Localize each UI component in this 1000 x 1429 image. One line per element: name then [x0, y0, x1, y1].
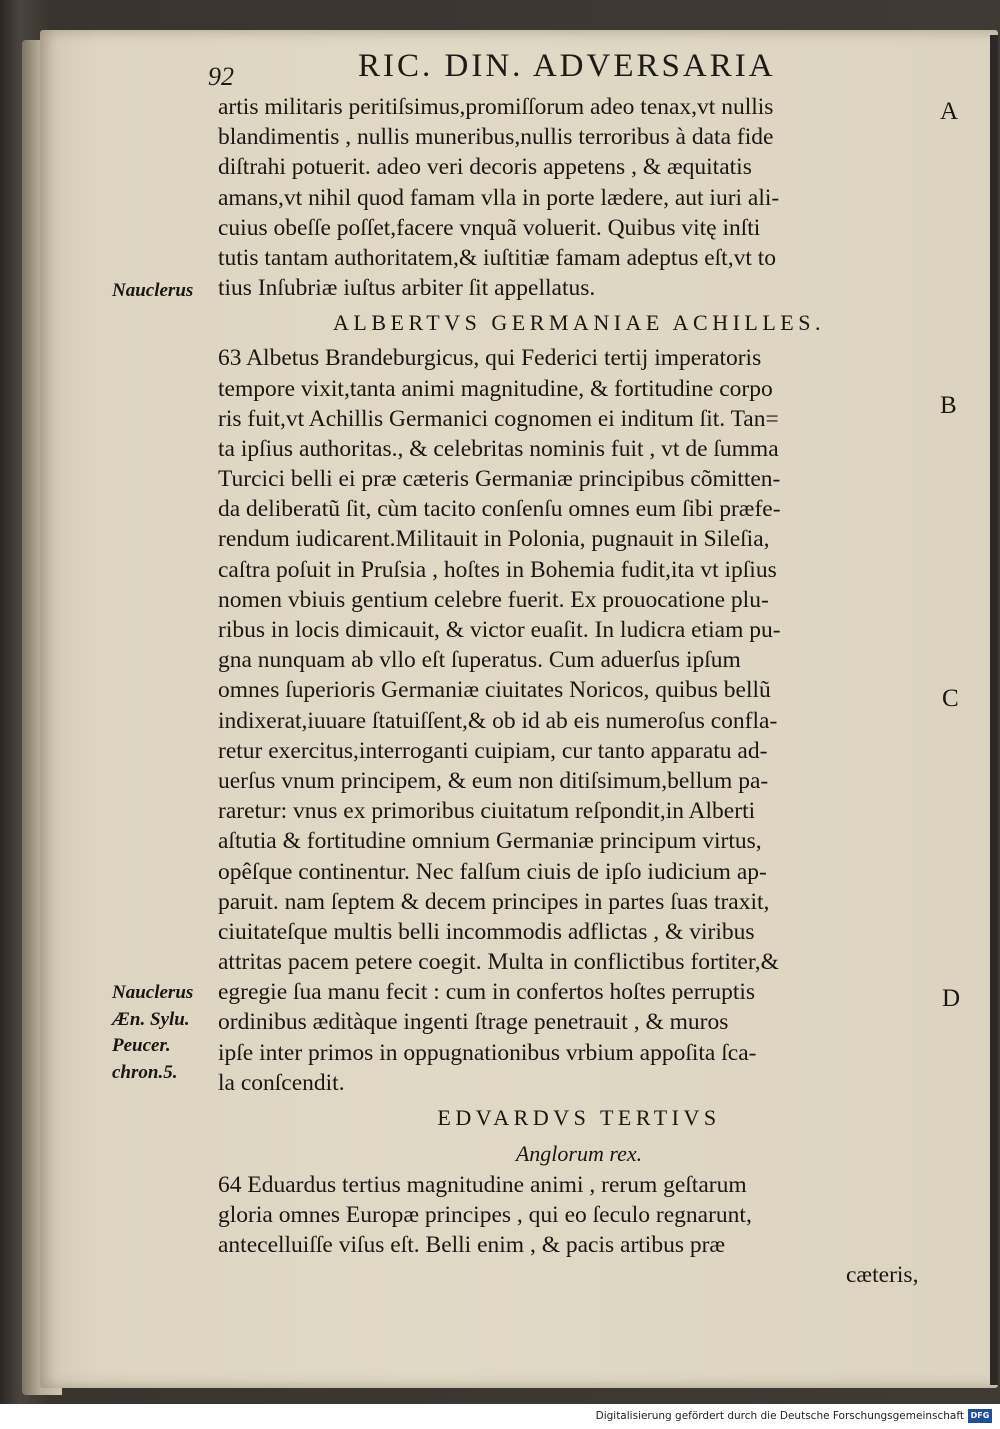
main-text — [218, 92, 940, 1261]
text-line: 64 Eduardus tertius magnitudine animi , rerum geſtarum — [218, 1172, 747, 1198]
margin-letter: C — [942, 685, 959, 712]
text-line: cuius obeſſe poſſet,facere vnquã voluerit. Quibus vitę inſti — [218, 214, 761, 241]
text-line: aſtutia & fortitudine omnium Germaniæ principum virtus, — [218, 828, 762, 855]
text-line: Turcici belli ei præ cæteris Germaniæ principibus cõmitten- — [218, 466, 781, 493]
text-line: paruit. nam ſeptem & decem principes in partes ſuas traxit, — [218, 888, 770, 915]
marginal-note-line: chron.5. — [112, 1061, 178, 1083]
text-line: diſtrahi potuerit. adeo veri decoris appetens , & æquitatis — [218, 154, 752, 181]
section-subheading: Anglorum rex. — [515, 1141, 643, 1166]
text-line: caſtra poſuit in Pruſsia , hoſtes in Bohemia fudit,ita vt ipſius — [218, 556, 777, 583]
text-line: blandimentis , nullis muneribus,nullis terroribus à data fide — [218, 124, 774, 151]
scan-edge — [990, 35, 998, 1385]
text-line: tempore vixit,tanta animi magnitudine, & fortitudine corpo — [218, 375, 773, 402]
text-line: artis militaris peritiſsimus,promiſſorum adeo tenax,vt nullis — [218, 94, 774, 120]
text-line: gna nunquam ab vllo eſt ſuperatus. Cum aduerſus ipſum — [218, 647, 741, 674]
text-line: ciuitateſque multis belli incommodis adflictas , & viribus — [218, 918, 755, 945]
text-line: opêſque continentur. Nec falſum ciuis de ipſo iudicium ap- — [218, 858, 767, 885]
margin-letter: D — [942, 985, 961, 1012]
text-line: antecelluiſſe viſus eſt. Belli enim , & pacis artibus præ — [218, 1232, 726, 1259]
running-title: RIC. DIN. ADVERSARIA — [358, 48, 776, 84]
text-line: ris fuit,vt Achillis Germanici cognomen ei inditum ſit. Tan= — [218, 405, 779, 432]
text-line: da deliberatũ ſit, cùm tacito conſenſu omnes eum ſibi præfe- — [218, 496, 781, 523]
footer-bar — [0, 1404, 1000, 1429]
margin-letter: B — [940, 392, 957, 419]
page-number: 92 — [208, 62, 234, 91]
text-line: attritas pacem petere coegit. Multa in conflictibus fortiter,& — [218, 949, 779, 976]
text-line: omnes ſuperioris Germaniæ ciuitates Noricos, quibus bellũ — [218, 677, 771, 704]
footer-credit: Digitalisierung gefördert durch die Deutsche Forschungsgemeinschaft — [595, 1410, 964, 1422]
page-header — [208, 48, 858, 91]
text-line: rendum iudicarent.Militauit in Polonia, pugnauit in Sileſia, — [218, 526, 770, 553]
text-line: tius Inſubriæ iuſtus arbiter ſit appellatus. — [218, 275, 596, 302]
marginal-note-line: Nauclerus — [112, 982, 194, 1003]
dfg-logo-icon: DFG — [968, 1409, 992, 1423]
marginal-note-line: Nauclerus — [112, 280, 194, 301]
marginal-note — [112, 980, 222, 1086]
text-line: indixerat,iuuare ſtatuiſſent,& ob id ab eis numeroſus confla- — [218, 707, 778, 734]
section-heading: ALBERTVS GERMANIAE ACHILLES. — [333, 310, 825, 336]
text-line: uerſus vnum principem, & eum non ditiſsimum,bellum pa- — [218, 767, 769, 794]
text-line: raretur: vnus ex primoribus ciuitatum reſpondit,in Alberti — [218, 798, 756, 825]
text-line: 63 Albetus Brandeburgicus, qui Federici tertij imperatoris — [218, 345, 762, 372]
text-line: ta ipſius authoritas., & celebritas nominis fuit , vt de ſumma — [218, 435, 779, 462]
text-line: egregie ſua manu fecit : cum in confertos hoſtes perruptis — [218, 979, 756, 1006]
text-line: retur exercitus,interroganti cuipiam, cur tanto apparatu ad- — [218, 737, 768, 764]
marginal-note-line: Æn. Sylu. — [112, 1008, 190, 1030]
marginal-note-line: Peucer. — [112, 1035, 171, 1056]
text-line: ipſe inter primos in oppugnationibus vrbium appoſita ſca- — [218, 1039, 757, 1066]
catchword: cæteris, — [846, 1262, 919, 1288]
text-line: nomen vbiuis gentium celebre fuerit. Ex prouocatione plu- — [218, 586, 769, 613]
marginal-note — [112, 278, 222, 305]
section-heading: EDVARDVS TERTIVS — [437, 1105, 721, 1130]
text-line: tutis tantam authoritatem,& iuſtitiæ famam adeptus eſt,vt to — [218, 244, 777, 271]
margin-letter: A — [940, 98, 959, 125]
text-line: la conſcendit. — [218, 1069, 345, 1096]
text-line: amans,vt nihil quod famam vlla in porte lædere, aut iuri ali- — [218, 184, 780, 211]
text-line: gloria omnes Europæ principes , qui eo ſeculo regnarunt, — [218, 1202, 752, 1229]
text-line: ordinibus æditàque ingenti ſtrage penetrauit , & muros — [218, 1009, 729, 1036]
text-line: ribus in locis dimicauit, & victor euaſit. In ludicra etiam pu- — [218, 617, 781, 643]
